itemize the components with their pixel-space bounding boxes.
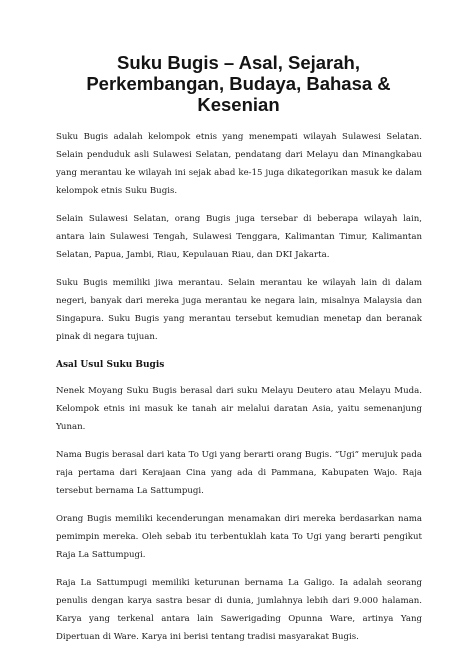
title-line: Kesenian [197, 94, 280, 115]
section-paragraph: Raja La Sattumpugi memiliki keturunan bernama La Galigo. Ia adalah seorang penulis dengan karya sastra besar di dunia, jumlahnya lebih dari 9.000 halaman. Karya yang terkenal antara lain Sawerigading Opunna Ware, artinya Yang Dipertuan di Ware. Karya ini berisi tentang tradisi masyarakat Bugis. [56, 578, 422, 642]
section-heading: Asal Usul Suku Bugis [56, 360, 165, 370]
section-paragraph: Nama Bugis berasal dari kata To Ugi yang berarti orang Bugis. “Ugi” merujuk pada raja pertama dari Kerajaan Cina yang ada di Pammana, Kabupaten Wajo. Raja tersebut bernama La Sattumpugi. [56, 450, 422, 496]
title-line: Perkembangan, Budaya, Bahasa & [86, 73, 391, 94]
intro-paragraph: Selain Sulawesi Selatan, orang Bugis juga tersebar di beberapa wilayah lain, antara lain Sulawesi Tengah, Sulawesi Tenggara, Kalimantan Timur, Kalimantan Selatan, Papua, Jambi, Riau, Kepulauan Riau, dan DKI Jakarta. [56, 214, 422, 260]
intro-paragraph: Suku Bugis memiliki jiwa merantau. Selain merantau ke wilayah lain di dalam negeri, banyak dari mereka juga merantau ke negara lain, misalnya Malaysia dan Singapura. Suku Bugis yang merantau tersebut kemudian menetap dan beranak pinak di negara tujuan. [56, 278, 422, 342]
section-paragraph: Orang Bugis memiliki kecenderungan menamakan diri mereka berdasarkan nama pemimpin mereka. Oleh sebab itu terbentuklah kata To Ugi yang berarti pengikut Raja La Sattumpugi. [56, 514, 422, 560]
section-paragraph: Nenek Moyang Suku Bugis berasal dari suku Melayu Deutero atau Melayu Muda. Kelompok etnis ini masuk ke tanah air melalui daratan Asia, yaitu semenanjung Yunan. [56, 386, 422, 432]
document-title [55, 52, 422, 115]
intro-paragraph: Suku Bugis adalah kelompok etnis yang menempati wilayah Sulawesi Selatan. Selain penduduk asli Sulawesi Selatan, pendatang dari Melayu dan Minangkabau yang merantau ke wilayah ini sejak abad ke-15 juga dikategorikan masuk ke dalam kelompok etnis Suku Bugis. [56, 132, 422, 196]
title-line: Suku Bugis – Asal, Sejarah, [117, 52, 360, 73]
